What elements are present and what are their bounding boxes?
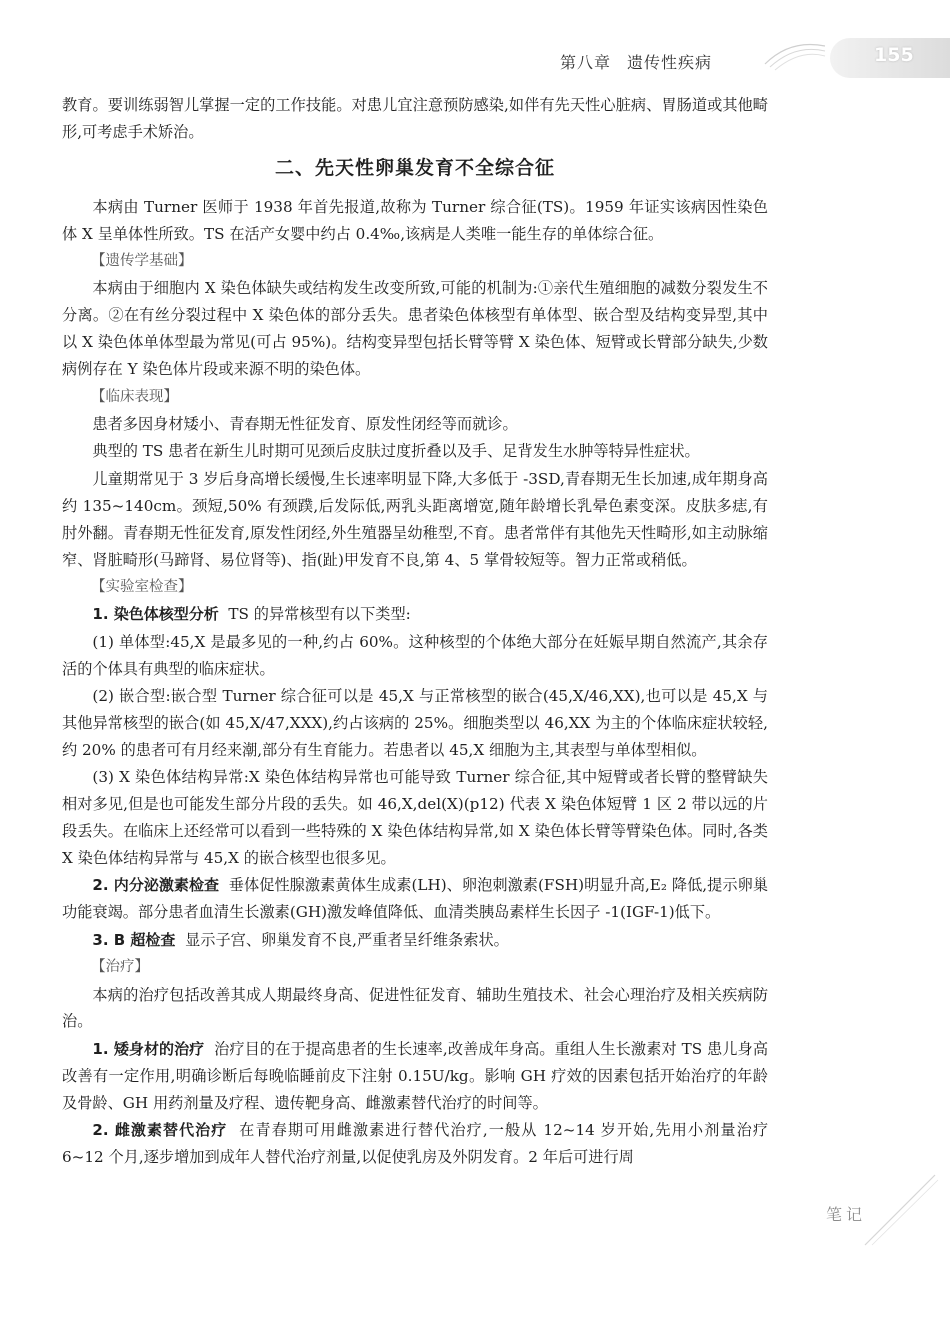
subheading-treatment: 【治疗】	[91, 959, 149, 976]
lab-3-text: 显示子宫、卵巢发育不良,严重者呈纤维条索状。	[185, 930, 509, 949]
notes-margin-label: 笔记	[826, 1205, 867, 1224]
lab-1-lead: 1. 染色体核型分析	[92, 605, 219, 624]
paragraph-treatment-2	[62, 1117, 768, 1171]
chapter-title: 遗传性疾病	[627, 53, 713, 72]
treatment-2-lead: 2. 雌激素替代治疗	[92, 1121, 228, 1140]
paragraph-lab-2	[62, 872, 768, 926]
page-number: 155	[874, 44, 914, 66]
treatment-1-text: 治疗目的在于提高患者的生长速率,改善成年身高。重组人生长激素对 TS 患儿身高改善有一定作用,明确诊断后每晚临睡前皮下注射 0.15U/kg。影响 GH 疗效的因素包括开始治疗的年龄及骨龄、GH 用药剂量及疗程、遗传靶身高、雌激素替代治疗的时间等。	[62, 1039, 769, 1112]
paragraph-lab-1c: (3) X 染色体结构异常:X 染色体结构异常也可能导致 Turner 综合征,其中短臂或者长臂的整臂缺失相对多见,但是也可能发生部分片段的丢失。如 46,X,del(X)(p12) 代表 X 染色体短臂 1 区 2 带以远的片段丢失。在临床上还经常可以看到一些特殊的 X 染色体结构异常,如 X 染色体长臂等臂染色体。同时,各类 X 染色体结构异常与 45,X 的嵌合核型也很多见。	[62, 768, 768, 867]
paragraph-lab-1a: (1) 单体型:45,X 是最多见的一种,约占 60%。这种核型的个体绝大部分在妊娠早期自然流产,其余存活的个体具有典型的临床症状。	[62, 632, 768, 678]
lab-2-lead: 2. 内分泌激素检查	[92, 876, 220, 895]
paragraph-clinical-1: 患者多因身材矮小、青春期无性征发育、原发性闭经等而就诊。	[92, 414, 518, 433]
notes-pen-stroke-icon	[860, 1170, 940, 1250]
treatment-2-text: 在青春期可用雌激素进行替代治疗,一般从 12~14 岁开始,先用小剂量治疗 6~12 个月,逐步增加到成年人替代治疗剂量,以促使乳房及外阴发育。2 年后可进行周	[62, 1121, 769, 1166]
page-body	[62, 92, 768, 1171]
subheading-genetics: 【遗传学基础】	[91, 253, 193, 270]
paragraph-continued: 教育。要训练弱智儿掌握一定的工作技能。对患儿宜注意预防感染,如伴有先天性心脏病、胃肠道或其他畸形,可考虑手术矫治。	[62, 96, 768, 141]
paragraph-lab-1b: (2) 嵌合型:嵌合型 Turner 综合征可以是 45,X 与正常核型的嵌合(45,X/46,XX),也可以是 45,X 与其他异常核型的嵌合(如 45,X/47,XXX),约占该病的 25%。细胞类型以 46,XX 为主的个体临床症状较轻,约 20% 的患者可有月经来潮,部分有生育能力。若患者以 45,X 细胞为主,其表型与单体型相似。	[62, 687, 768, 759]
paragraph-treatment-1	[62, 1036, 768, 1117]
subheading-clinical: 【临床表现】	[91, 388, 178, 405]
paragraph-lab-3	[62, 927, 768, 954]
running-header	[560, 50, 728, 73]
treatment-1-lead: 1. 矮身材的治疗	[92, 1039, 205, 1058]
paragraph-genetics: 本病由于细胞内 X 染色体缺失或结构发生改变所致,可能的机制为:①亲代生殖细胞的减数分裂发生不分离。②在有丝分裂过程中 X 染色体的部分丢失。患者染色体核型有单体型、嵌合型及结构变异型,其中以 X 染色体单体型最为常见(可占 95%)。结构变异型包括长臂等臂 X 染色体、短臂或长臂部分缺失,少数病例存在 Y 染色体片段或来源不明的染色体。	[62, 279, 768, 379]
subheading-lab: 【实验室检查】	[91, 578, 193, 595]
paragraph-intro: 本病由 Turner 医师于 1938 年首先报道,故称为 Turner 综合征(TS)。1959 年证实该病因性染色体 X 呈单体性所致。TS 在活产女婴中约占 0.4‰,该病是人类唯一能生存的单体综合征。	[62, 197, 768, 243]
chapter-label: 第八章	[560, 53, 612, 72]
decorative-swirl-icon	[760, 34, 830, 74]
paragraph-lab-1	[62, 601, 768, 628]
paragraph-clinical-3: 儿童期常见于 3 岁后身高增长缓慢,生长速率明显下降,大多低于 -3SD,青春期无生长加速,成年期身高约 135~140cm。颈短,50% 有颈蹼,后发际低,两乳头距离增宽,随年龄增长乳晕色素变深。皮肤多痣,有肘外翻。青春期无性征发育,原发性闭经,外生殖器呈幼稚型,不育。患者常伴有其他先天性畸形,如主动脉缩窄、肾脏畸形(马蹄肾、易位肾等)、指(趾)甲发育不良,第 4、5 掌骨较短等。智力正常或稍低。	[62, 469, 768, 569]
lab-2-text: 垂体促性腺激素黄体生成素(LH)、卵泡刺激素(FSH)明显升高,E₂ 降低,提示卵巢功能衰竭。部分患者血清生长激素(GH)激发峰值降低、血清类胰岛素样生长因子 -1(IGF-1)低下。	[62, 876, 769, 922]
lab-3-lead: 3. B 超检查	[92, 930, 176, 949]
section-title: 二、先天性卵巢发育不全综合征	[274, 156, 555, 179]
paragraph-treatment: 本病的治疗包括改善其成人期最终身高、促进性征发育、辅助生殖技术、社会心理治疗及相关疾病防治。	[62, 985, 768, 1031]
lab-1-text: TS 的异常核型有以下类型:	[228, 605, 411, 624]
paragraph-clinical-2: 典型的 TS 患者在新生儿时期可见颈后皮肤过度折叠以及手、足背发生水肿等特异性症状。	[92, 442, 700, 461]
